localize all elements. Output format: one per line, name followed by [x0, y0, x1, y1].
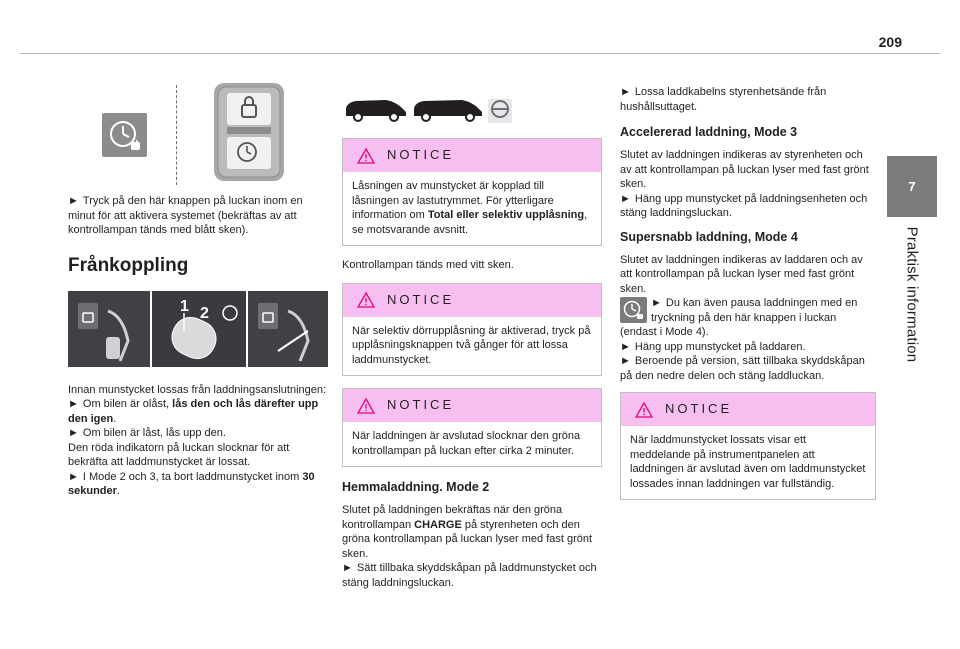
- notice-charge-finished: [342, 388, 602, 467]
- step-replace-cover: ► Sätt tillbaka skyddskåpan på laddmunstycket och stäng laddningsluckan.: [342, 562, 597, 589]
- section-heading-mode3: Accelererad laddning, Mode 3: [620, 125, 798, 139]
- notice-header: NOTICE: [343, 139, 601, 172]
- column-middle: [342, 96, 602, 590]
- step-locked: ► Om bilen är låst, lås upp den.: [68, 427, 226, 439]
- divider-dashed: [176, 85, 177, 185]
- warning-icon: [357, 398, 375, 414]
- column-right: [620, 85, 876, 512]
- notice-message-panel: [620, 392, 876, 500]
- mode4-end-text: Slutet av laddningen indikeras av laddaren och av att kontrollampan på luckan lyser med fast grönt sken.: [620, 253, 863, 295]
- lamp-white-text: Kontrollampan tänds med vitt sken.: [342, 259, 514, 271]
- step-replace-cover-lower: ► Beroende på version, sätt tillbaka skyddskåpan på den nedre delen och stäng laddluckan.: [620, 355, 865, 382]
- notice-body: När laddmunstycket lossats visar ett meddelande på instrumentpanelen att laddningen är avslutad även om laddmunstycket lossades innan laddningen var fullständig.: [630, 434, 866, 490]
- step-unlocked: ► Om bilen är olåst, lås den och lås därefter upp den igen.: [68, 398, 319, 425]
- photo-lock-flap: [68, 291, 150, 367]
- charge-timer-icon: [620, 297, 647, 323]
- section-heading-mode2: Hemmaladdning. Mode 2: [342, 480, 490, 494]
- photo-number-1: 1: [180, 297, 190, 315]
- step-unplug-household: ► Lossa laddkabelns styrenhetsände från hushållsuttaget.: [620, 86, 827, 113]
- notice-body: När selektiv dörrupplåsning är aktiverad, tryck på upplåsningsknappen två gånger för att lossa laddmunstycket.: [352, 324, 591, 366]
- warning-icon: [357, 148, 375, 164]
- step-press-button: ► Tryck på den här knappen på luckan inom en minut för att aktivera systemet (bekräftas av att kontrollampan tänds med blått sken).: [68, 195, 303, 236]
- photo-unlock-flap: [248, 291, 328, 367]
- notice-body: Låsningen av munstycket är kopplad till låsningen av lastutrymmet. För ytterligare information om Total eller selektiv upplåsning, se motsvarande avsnitt.: [352, 180, 588, 236]
- step-remove-within: ► I Mode 2 och 3, ta bort laddmunstycket inom 30 sekunder.: [68, 470, 315, 497]
- red-indicator-note: Den röda indikatorn på luckan slocknar för att bekräfta att laddmunstycket är lossat.: [68, 441, 290, 468]
- warning-icon: [357, 292, 375, 308]
- header-rule: [20, 53, 940, 54]
- door-button-figure: [68, 80, 328, 184]
- notice-header: NOTICE: [343, 389, 601, 422]
- page-number: 209: [878, 34, 902, 50]
- mode3-end-text: Slutet av laddningen indikeras av styrenheten och av att kontrollampan på luckan lyser med fast grönt sken.: [620, 149, 869, 190]
- disconnect-intro: Innan munstycket lossas från laddningsanslutningen:: [68, 383, 327, 396]
- warning-icon: [635, 402, 653, 418]
- charge-timer-icon: [102, 113, 147, 157]
- mode2-end-text: Slutet på laddningen bekräftas när den gröna kontrollampan CHARGE på styrenheten och den gröna kontrollampan på luckan lyser med fast grönt sken.: [342, 504, 593, 560]
- chapter-title: Praktisk information: [903, 226, 921, 363]
- notice-lock-link: [342, 138, 602, 246]
- step-hang-nozzle-unit: ► Häng upp munstycket på laddningsenheten och stäng laddningsluckan.: [620, 192, 868, 219]
- notice-header: NOTICE: [343, 284, 601, 317]
- notice-header: NOTICE: [621, 393, 875, 426]
- photo-number-2: 2: [200, 304, 210, 322]
- photo-key-remote: [152, 291, 245, 367]
- step-hang-nozzle-charger: ► Häng upp munstycket på laddaren.: [620, 340, 806, 353]
- notice-body: När laddningen är avslutad slocknar den gröna kontrollampan på luckan efter cirka 2 minuter.: [352, 430, 581, 457]
- charge-flap-panel: [214, 83, 284, 181]
- van-icon-short: [346, 100, 406, 121]
- disconnect-photos: [68, 291, 328, 367]
- section-heading-disconnect: Frånkoppling: [68, 254, 189, 276]
- chapter-tab[interactable]: 7: [887, 156, 937, 217]
- vehicle-icons: [342, 96, 602, 124]
- step-pause-charging: ► Du kan även pausa laddningen med en tryckning på den här knappen i luckan (endast i Mode 4).: [620, 297, 858, 338]
- steering-wheel-icon: [488, 99, 512, 123]
- notice-selective-unlock: [342, 283, 602, 377]
- section-heading-mode4: Supersnabb laddning, Mode 4: [620, 229, 798, 244]
- van-icon-long: [414, 100, 482, 121]
- column-left: [68, 80, 328, 499]
